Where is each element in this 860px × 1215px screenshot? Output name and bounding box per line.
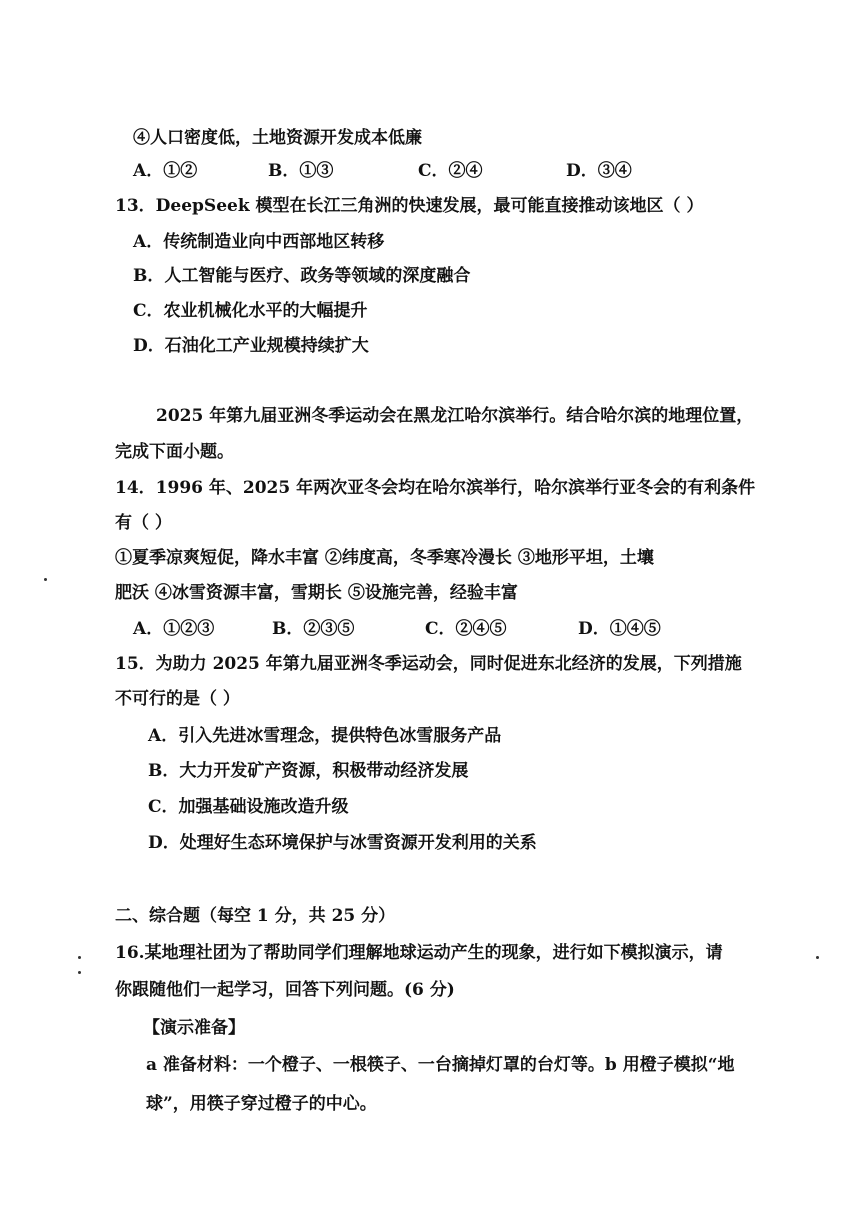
scan-speck [78, 956, 81, 959]
q15-option-c: C．加强基础设施改造升级 [148, 797, 349, 817]
scan-speck [78, 971, 81, 974]
q12-answer-d: D．③④ [566, 161, 632, 181]
q12-answer-b: B．①③ [268, 161, 334, 181]
q16-prep-line-1: a 准备材料：一个橙子、一根筷子、一台摘掉灯罩的台灯等。b 用橙子模拟“地 [146, 1055, 735, 1075]
q13-option-d: D．石油化工产业规模持续扩大 [133, 336, 369, 356]
q15-option-b: B．大力开发矿产资源，积极带动经济发展 [148, 761, 469, 781]
scan-speck [816, 956, 819, 959]
q16-stem-line-1: 16.某地理社团为了帮助同学们理解地球运动产生的现象，进行如下模拟演示，请 [115, 943, 723, 963]
q16-prep-line-2: 球”，用筷子穿过橙子的中心。 [146, 1094, 377, 1114]
section-2-heading: 二、综合题（每空 1 分，共 25 分） [115, 906, 396, 926]
q12-answer-c: C．②④ [418, 161, 483, 181]
q15-stem-line-2: 不可行的是（ ） [115, 689, 240, 709]
q15-option-a: A．引入先进冰雪理念，提供特色冰雪服务产品 [148, 726, 502, 746]
q14-answer-c: C．②④⑤ [425, 619, 507, 639]
q15-option-d: D．处理好生态环境保护与冰雪资源开发利用的关系 [148, 833, 537, 853]
q13-stem: 13．DeepSeek 模型在长江三角洲的快速发展，最可能直接推动该地区（ ） [115, 196, 704, 216]
q12-option-4: ④人口密度低，土地资源开发成本低廉 [133, 128, 422, 148]
q14-stem-line-1: 14．1996 年、2025 年两次亚冬会均在哈尔滨举行，哈尔滨举行亚冬会的有利条件 [115, 478, 756, 498]
q14-answer-a: A．①②③ [133, 619, 215, 639]
q16-stem-line-2: 你跟随他们一起学习，回答下列问题。(6 分) [115, 980, 455, 1000]
material-line-2: 完成下面小题。 [115, 442, 234, 462]
scan-speck [44, 578, 47, 581]
q12-answer-a: A．①② [133, 161, 198, 181]
q14-choices-line-2: 肥沃 ④冰雪资源丰富，雪期长 ⑤设施完善，经验丰富 [115, 583, 518, 603]
material-line-1: 2025 年第九届亚洲冬季运动会在黑龙江哈尔滨举行。结合哈尔滨的地理位置， [156, 406, 754, 426]
q13-option-a: A．传统制造业向中西部地区转移 [133, 232, 385, 252]
q16-prep-heading: 【演示准备】 [143, 1018, 245, 1038]
q14-answer-d: D．①④⑤ [578, 619, 661, 639]
q13-option-b: B．人工智能与医疗、政务等领域的深度融合 [133, 266, 471, 286]
q15-stem-line-1: 15．为助力 2025 年第九届亚洲冬季运动会，同时促进东北经济的发展，下列措施 [115, 654, 742, 674]
q13-option-c: C．农业机械化水平的大幅提升 [133, 301, 368, 321]
q14-stem-line-2: 有（ ） [115, 513, 172, 533]
q14-answer-b: B．②③⑤ [272, 619, 355, 639]
q14-choices-line-1: ①夏季凉爽短促，降水丰富 ②纬度高，冬季寒冷漫长 ③地形平坦，土壤 [115, 548, 654, 568]
